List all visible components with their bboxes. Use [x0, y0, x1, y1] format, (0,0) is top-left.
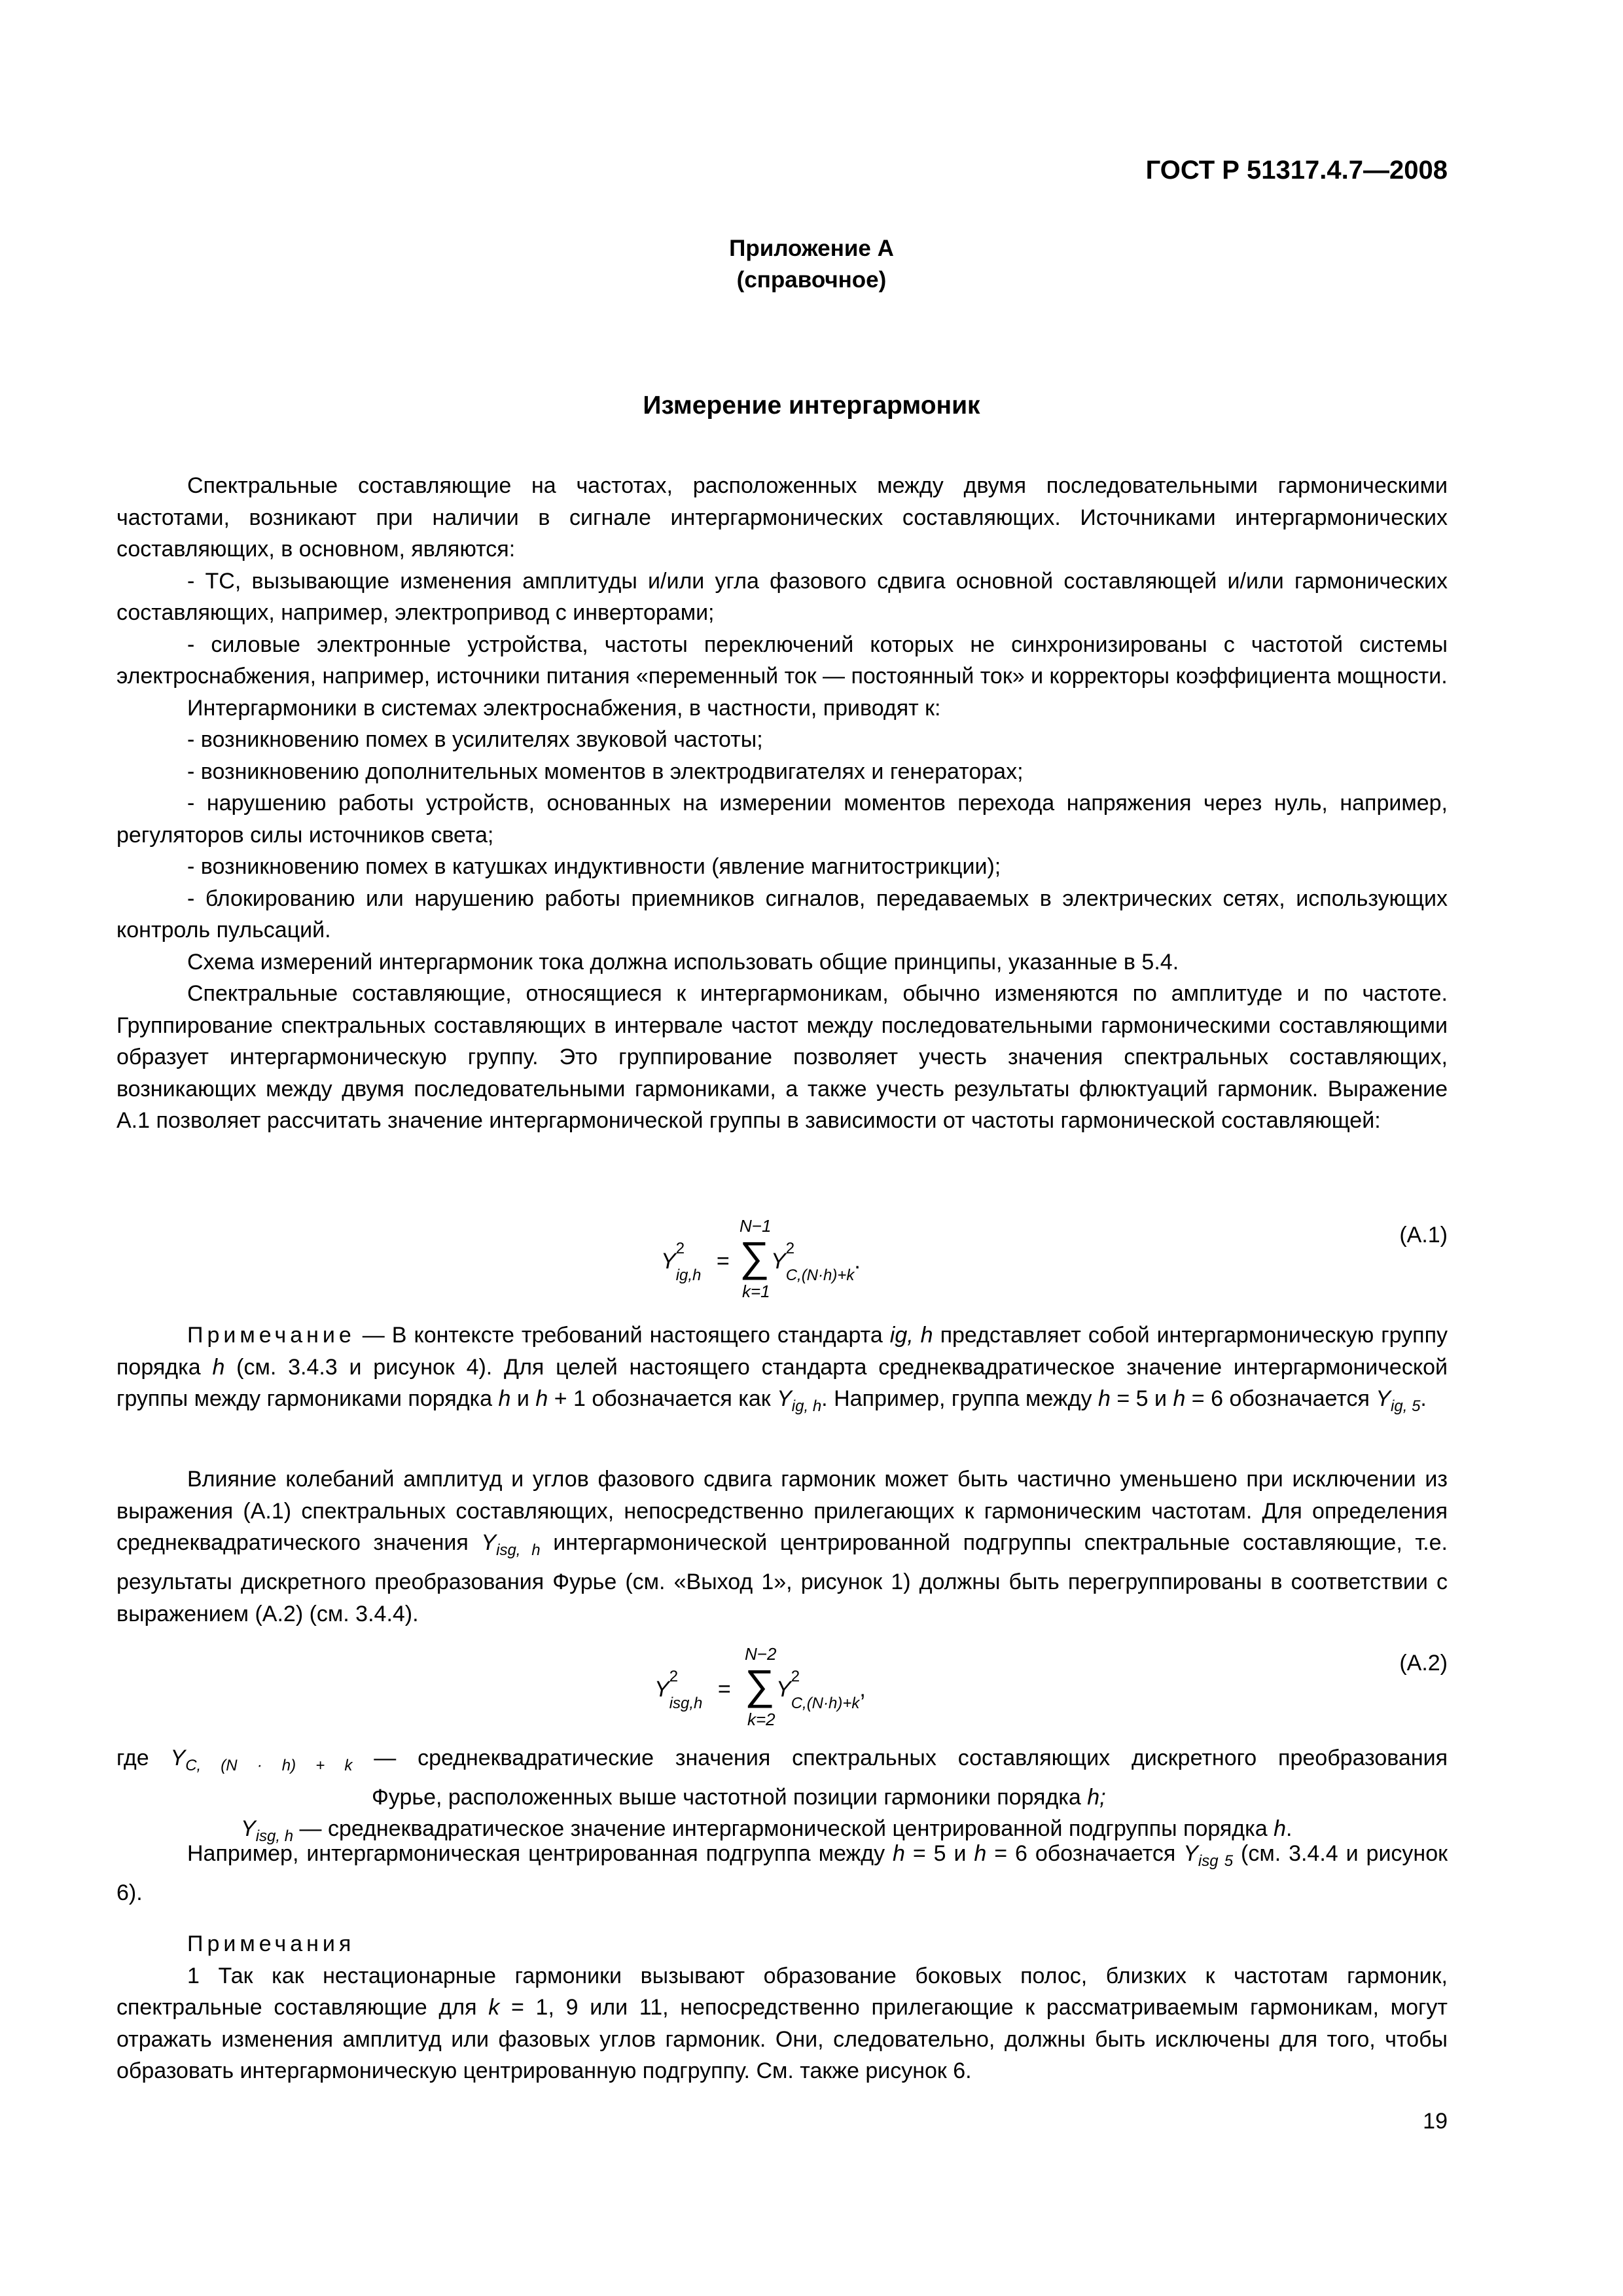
text: (см. 3.4.4 и рисунок 6). — [116, 1841, 1448, 1906]
formula-symbol: Y — [661, 1249, 676, 1274]
formula-number: (А.1) — [1399, 1223, 1448, 1247]
formula-symbol: Y — [776, 1677, 791, 1702]
symbol-subscript: C, (N · h) + k — [185, 1756, 353, 1774]
formula-punct: , — [859, 1677, 866, 1702]
paragraph: Схема измерений интергармоник тока должна использовать общие принципы, указанные в 5.4. — [187, 949, 1179, 975]
formula-number: (А.2) — [1399, 1651, 1448, 1676]
note-paragraph — [116, 1319, 1448, 1422]
text: и — [510, 1386, 536, 1411]
text: . — [1420, 1386, 1427, 1411]
appendix-status: (справочное) — [736, 267, 887, 293]
symbol-subscript: isg, h — [255, 1827, 294, 1845]
document-header: ГОСТ Р 51317.4.7—2008 — [1145, 156, 1448, 185]
list-item: - возникновению помех в катушках индуктивности (явление магнитострикции); — [187, 854, 1001, 879]
text: h — [535, 1386, 548, 1411]
sum-sign: ∑ — [745, 1661, 775, 1708]
example-block — [116, 1838, 1448, 1909]
symbol: Y — [241, 1816, 256, 1841]
text: k — [488, 1995, 500, 2020]
definition-1 — [116, 1742, 1448, 1782]
paragraph: Спектральные составляющие на частотах, расположенных между двумя последовательными гармоническими частотами, возникают при наличии в сигнале интергармонических составляющих. Источниками интергармонических составляющих, в основном, являются: — [116, 473, 1448, 562]
formula-subscript: C,(N·h)+k — [785, 1266, 855, 1284]
text: ig, h — [791, 1397, 822, 1415]
page-number: 19 — [1423, 2109, 1448, 2134]
formula-equals: = — [716, 1249, 730, 1274]
list-item: - силовые электронные устройства, частоты переключений которых не синхронизированы с частотой системы электроснабжения, например, источники питания «переменный ток — постоянный ток» и корректоры коэффициента мощности. — [116, 632, 1448, 689]
text: h — [1097, 1386, 1111, 1411]
paragraph — [116, 1463, 1448, 1630]
formula-a2 — [0, 1644, 1623, 1736]
sum-upper-limit: N−1 — [740, 1216, 772, 1236]
sum-upper-limit: N−2 — [745, 1644, 777, 1664]
symbol: h; — [1087, 1784, 1106, 1810]
formula-exponent: 2 — [669, 1668, 679, 1685]
formula-symbol: Y — [654, 1677, 669, 1702]
section-title: Измерение интергармоник — [643, 391, 980, 420]
text: . Например, группа между — [821, 1386, 1098, 1411]
text: Y — [1376, 1386, 1391, 1411]
text: Y — [777, 1386, 792, 1411]
text: h — [974, 1841, 987, 1866]
text: (см. 3.4.3 и рисунок 4). Для целей настоящего стандарта среднеквадратическое значение интергармонической группы между гармониками порядка — [116, 1354, 1448, 1411]
text: h — [1173, 1386, 1186, 1411]
note-label: Примечание — [187, 1323, 355, 1348]
text: Примечания — [187, 1931, 355, 1956]
where-word: где — [116, 1746, 149, 1770]
text: ig, h — [889, 1323, 933, 1348]
paragraph — [116, 1838, 1448, 1909]
definition-1-cont — [116, 1782, 1448, 1813]
sum-sign: ∑ — [740, 1233, 770, 1280]
symbol-definitions — [116, 1742, 1448, 1852]
paragraph-block — [116, 1463, 1448, 1630]
list-item: - возникновению помех в усилителях звуковой частоты; — [187, 727, 763, 752]
text: представляет собой интергармоническую группу порядка — [116, 1323, 1448, 1380]
text: h — [893, 1841, 905, 1866]
text: . — [1286, 1816, 1293, 1841]
text: ig, 5 — [1391, 1397, 1421, 1415]
appendix-heading — [0, 233, 1623, 296]
text: интергармонической центрированной подгруппы спектральные составляющие, т.е. результаты дискретного преобразования Фурье (см. «Выход 1», рисунок 1) должны быть перегруппированы в соответствии с выражением (А.2) (см. 3.4.4). — [116, 1530, 1448, 1626]
formula-subscript: C,(N·h)+k — [791, 1694, 860, 1712]
intro-block — [116, 470, 1448, 1137]
formula-symbol: Y — [771, 1249, 786, 1274]
text: Y — [481, 1530, 497, 1555]
formula-exponent: 2 — [675, 1240, 685, 1257]
list-item: - нарушению работы устройств, основанных на измерении моментов перехода напряжения через нуль, например, регуляторов силы источников света; — [116, 791, 1448, 848]
definition-text: — среднеквадратическое значение интергармонической центрированной подгруппы порядка — [293, 1816, 1274, 1841]
list-item: - блокированию или нарушению работы приемников сигналов, передаваемых в электрических сетях, использующих контроль пульсаций. — [116, 886, 1448, 942]
formula-subscript: isg,h — [669, 1694, 703, 1712]
formula-exponent: 2 — [785, 1240, 795, 1257]
notes-label — [116, 1928, 1448, 1960]
definition-text: Фурье, расположенных выше частотной позиции гармоники порядка — [372, 1784, 1088, 1810]
text: = 6 обозначается — [1185, 1386, 1376, 1411]
formula-term — [771, 1240, 861, 1284]
text: h — [212, 1354, 225, 1380]
note-block — [116, 1319, 1448, 1422]
formula-subscript: ig,h — [675, 1266, 702, 1284]
text: 1 Так как нестационарные гармоники вызывают образование боковых полос, близких к частотам гармоник, спектральные составляющие для — [116, 1963, 1448, 2020]
formula-term — [776, 1668, 866, 1712]
paragraph: Спектральные составляющие, относящиеся к интергармоникам, обычно изменяются по амплитуде и по частоте. Группирование спектральных составляющих в интервале частот между последовательными гармоническими составляющими образует интергармоническую группу. Это группирование позволяет учесть значения спектральных составляющих, возникающих между двумя последовательными гармониками, а также учесть результаты флюктуаций гармоник. Выражение А.1 позволяет рассчитать значение интергармонической группы в зависимости от частоты гармонической составляющей: — [116, 981, 1448, 1133]
notes-block — [116, 1928, 1448, 2087]
text: isg 5 — [1198, 1852, 1234, 1870]
appendix-label: Приложение А — [729, 236, 894, 261]
paragraph: Интергармоники в системах электроснабжения, в частности, приводят к: — [187, 695, 941, 721]
text: Y — [1183, 1841, 1198, 1866]
formula-lhs — [661, 1240, 730, 1284]
sum-lower-limit: k=1 — [742, 1282, 770, 1301]
note-item — [116, 1960, 1448, 2087]
formula-lhs — [654, 1668, 731, 1712]
text: isg, h — [496, 1541, 541, 1559]
text: = 1, 9 или 11, непосредственно прилегающие к рассматриваемым гармоникам, могут отражать изменения амплитуд или фазовых углов гармоник. Они, следовательно, должны быть исключены для того, чтобы образовать интергармоническую центрированную подгруппу. См. также рисунок 6. — [116, 1995, 1448, 2083]
formula-punct: . — [854, 1249, 861, 1274]
symbol: h — [1274, 1816, 1287, 1841]
list-item: - возникновению дополнительных моментов в электродвигателях и генераторах; — [187, 759, 1024, 784]
text: Влияние колебаний амплитуд и углов фазового сдвига гармоник может быть частично уменьшено при исключении из выражения (А.1) спектральных составляющих, непосредственно прилегающих к гармоническим частотам. Для определения среднеквадратического значения — [116, 1467, 1448, 1555]
text: = 6 обозначается — [986, 1841, 1184, 1866]
formula-equals: = — [717, 1677, 731, 1702]
symbol: Y — [170, 1746, 186, 1770]
text: = 5 и — [1110, 1386, 1173, 1411]
list-item: - ТС, вызывающие изменения амплитуды и/или угла фазового сдвига основной составляющей и/или гармонических составляющих, например, электропривод с инверторами; — [116, 568, 1448, 625]
definition-text: — среднеквадратические значения спектральных составляющих дискретного преобразования — [352, 1746, 1448, 1770]
text: = 5 и — [904, 1841, 974, 1866]
formula-exponent: 2 — [791, 1668, 800, 1685]
text: Например, интергармоническая центрированная подгруппа между — [187, 1841, 893, 1866]
text: + 1 обозначается как — [548, 1386, 777, 1411]
text: h — [498, 1386, 511, 1411]
text: — В контексте требований настоящего стандарта — [355, 1323, 890, 1348]
formula-a1 — [0, 1216, 1623, 1308]
sum-lower-limit: k=2 — [747, 1710, 776, 1729]
